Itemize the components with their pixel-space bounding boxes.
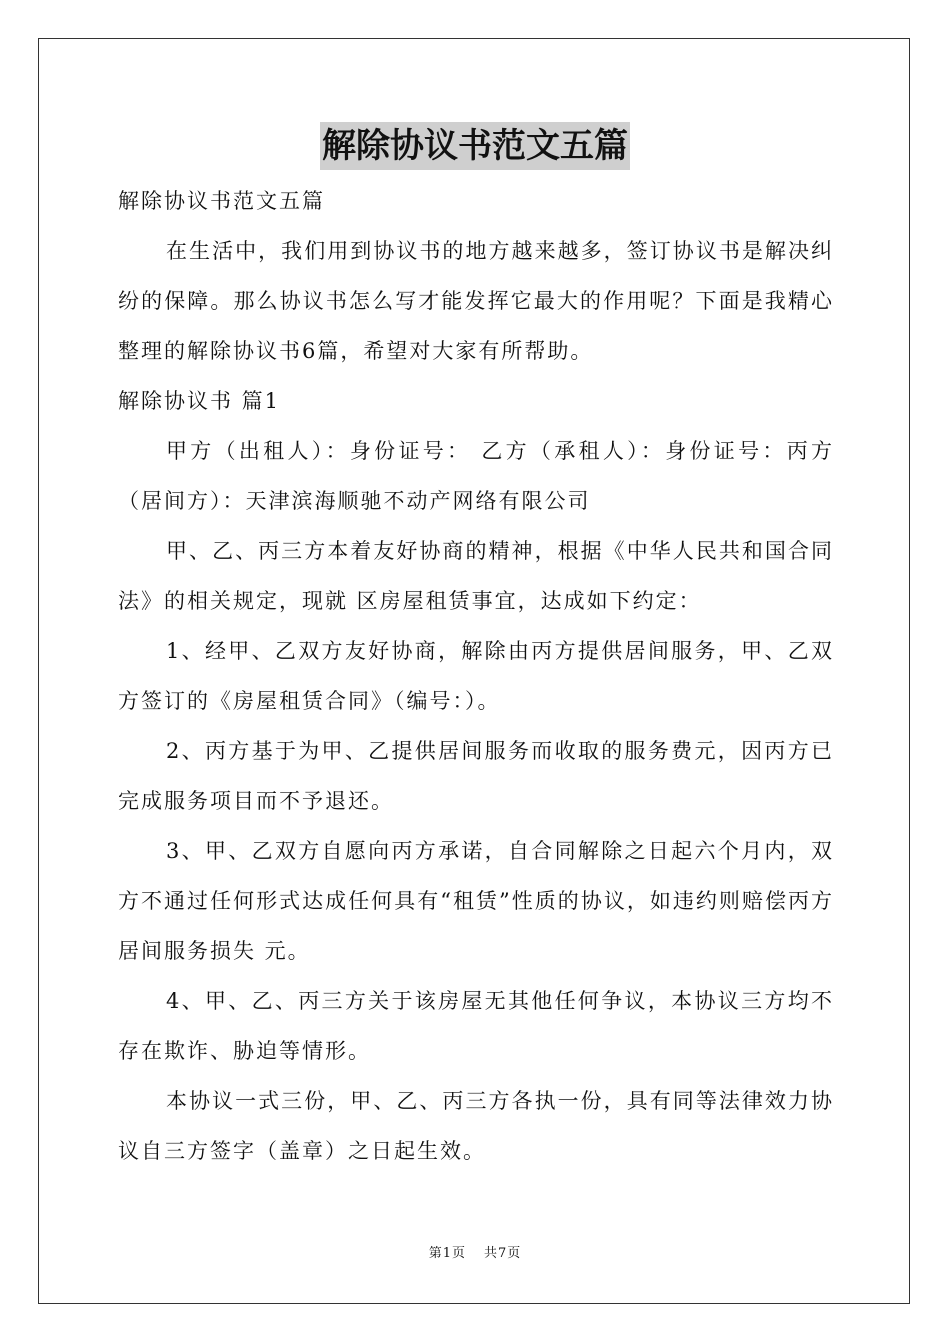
page-total: 共7页 xyxy=(484,1246,522,1261)
clause-3: 3、甲、乙双方自愿向丙方承诺，自合同解除之日起六个月内，双方不通过任何形式达成任何具有“租赁”性质的协议，如违约则赔偿丙方居间服务损失 元。 xyxy=(118,839,834,963)
document-title: 解除协议书范文五篇 xyxy=(320,122,630,170)
parties-paragraph: 甲方（出租人）：身份证号： 乙方（承租人）：身份证号：丙方（居间方）：天津滨海顺驰不动产网络有限公司 xyxy=(118,439,834,513)
clause-4: 4、甲、乙、丙三方关于该房屋无其他任何争议，本协议三方均不存在欺诈、胁迫等情形。 xyxy=(118,989,834,1063)
document-body xyxy=(118,176,834,1176)
page-footer xyxy=(0,1244,950,1264)
clause-1: 1、经甲、乙双方友好协商，解除由丙方提供居间服务，甲、乙双方签订的《房屋租赁合同》（编号：）。 xyxy=(118,639,834,713)
section-heading: 解除协议书 篇1 xyxy=(118,389,281,413)
page-number: 第1页 xyxy=(428,1246,466,1261)
intro-paragraph: 在生活中，我们用到协议书的地方越来越多，签订协议书是解决纠纷的保障。那么协议书怎么写才能发挥它最大的作用呢？下面是我精心整理的解除协议书6篇，希望对大家有所帮助。 xyxy=(118,239,834,363)
document-subtitle: 解除协议书范文五篇 xyxy=(118,189,325,213)
title-block xyxy=(0,122,950,170)
clause-2: 2、丙方基于为甲、乙提供居间服务而收取的服务费元，因丙方已完成服务项目而不予退还。 xyxy=(118,739,834,813)
preamble-paragraph: 甲、乙、丙三方本着友好协商的精神，根据《中华人民共和国合同法》的相关规定，现就 区房屋租赁事宜，达成如下约定： xyxy=(118,539,834,613)
closing-paragraph: 本协议一式三份，甲、乙、丙三方各执一份，具有同等法律效力协议自三方签字（盖章）之日起生效。 xyxy=(118,1089,834,1163)
